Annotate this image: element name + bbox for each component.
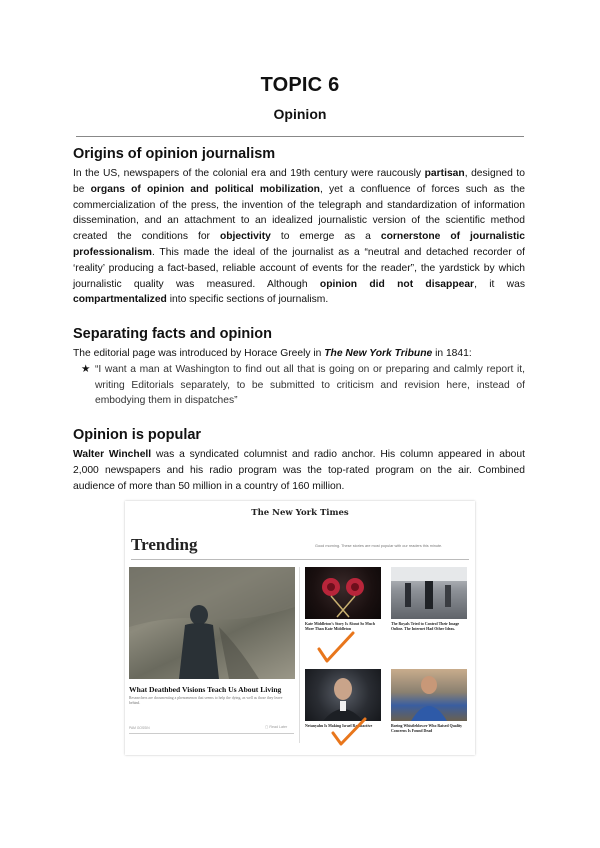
quote-bullet [73,362,525,409]
story-card-title[interactable]: The Royals Tried to Control Their Image Online. The Internet Had Other Ideas. [391,622,460,631]
bold-run: Walter Winchell [73,449,152,460]
read-later-label: Read Later [269,725,288,729]
newspaper-logo: The New York Times [251,508,349,518]
bold-run: objectivity [219,231,271,243]
text-run: , designed to be [73,168,526,195]
story-image-man [391,669,467,721]
main-story-rule [129,733,294,734]
main-story-summary: Researchers are documenting a phenomenon that seems to help the dying, as well as those they leave behind. [129,696,283,705]
column-divider [299,567,300,743]
quote-text: “I want a man at Washington to find out all that is going on or preparing and calmly report it, writing Editorials separately, to be submitted to criticism and revision here, instead of embodying them in dispatches” [95,363,525,407]
section-origins [73,146,525,308]
portrait-image [305,669,381,721]
story-card-title[interactable]: Netanyahu Is Making Israel Radioactive [305,724,373,728]
text-run: In the US, newspapers of the colonial era and 19th century were raucously [73,168,425,179]
text-run: was a syndicated columnist and radio anchor. His column appeared in about 2,000 newspapers and his radio program was the top-rated program on the air. Combined audience of more than 50 million in a country of 160 million. [73,449,525,492]
text-run: The editorial page was introduced by Horace Greely in [73,348,325,359]
section-separating [73,326,525,409]
bold-run: compartmentalized [73,294,167,306]
page-title: TOPIC 6 [260,74,340,96]
trending-heading: Trending [131,535,198,554]
bold-run: organs of opinion and political mobilization [90,183,320,195]
main-story-image [129,567,295,679]
story-card-title[interactable]: Kate Middleton’s Story Is About So Much More Than Kate Middleton [305,622,375,631]
section-paragraph [73,447,525,494]
text-run: to emerge as a [270,231,381,243]
story-image-roses [305,567,381,619]
section-heading: Opinion is popular [73,427,202,443]
section-popular [73,427,525,494]
page-subtitle: Opinion [273,106,327,122]
text-run: , yet a confluence of forces such as the commercialization of the press, the invention of the telegraph and standardization of information dissemination, and an attachment to an idealized journalistic version of the scientific method created the conditions for [73,183,525,243]
story-image-portrait [305,669,381,721]
check-mark-icon [331,717,367,747]
trending-tagline: Good morning. These stories are most popular with our readers this minute. [315,544,443,548]
main-story-byline: PAM GOSSIN [129,726,150,730]
section-paragraph [73,166,525,308]
section-heading: Separating facts and opinion [73,326,272,342]
street-image [391,567,467,619]
bold-italic-run: The New York Tribune [324,348,433,359]
bold-run: cornerstone of journalistic professionalism [73,231,525,258]
story-image-street [391,567,467,619]
shadow-figure-image [129,567,295,679]
main-story-title[interactable]: What Deathbed Visions Teach Us About Living [129,685,282,694]
trending-divider [131,559,469,560]
text-run: , it was [474,278,525,290]
man-image [391,669,467,721]
section-paragraph [73,346,525,362]
text-run: . This made the ideal of the journalist as a “neutral and detached recorder of ‘reality’ producing a fact-based, reliable account of events for the reader”, the yardstick by which journalistic quality was measured. Although [73,246,525,290]
bold-run: partisan [424,168,465,179]
story-card-title[interactable]: Boeing Whistleblower Who Raised Quality Concerns Is Found Dead [391,724,463,733]
bold-run: opinion did not disappear [319,278,475,290]
title-divider [76,136,524,137]
star-icon: ★ [81,363,91,375]
roses-image [305,567,381,619]
text-run: into specific sections of journalism. [166,294,329,306]
read-later-button[interactable]: ▢ Read Later [265,725,288,729]
newspaper-screenshot [125,501,475,755]
text-run: in 1841: [432,348,472,359]
section-heading: Origins of opinion journalism [73,146,276,162]
check-mark-icon [317,631,355,663]
